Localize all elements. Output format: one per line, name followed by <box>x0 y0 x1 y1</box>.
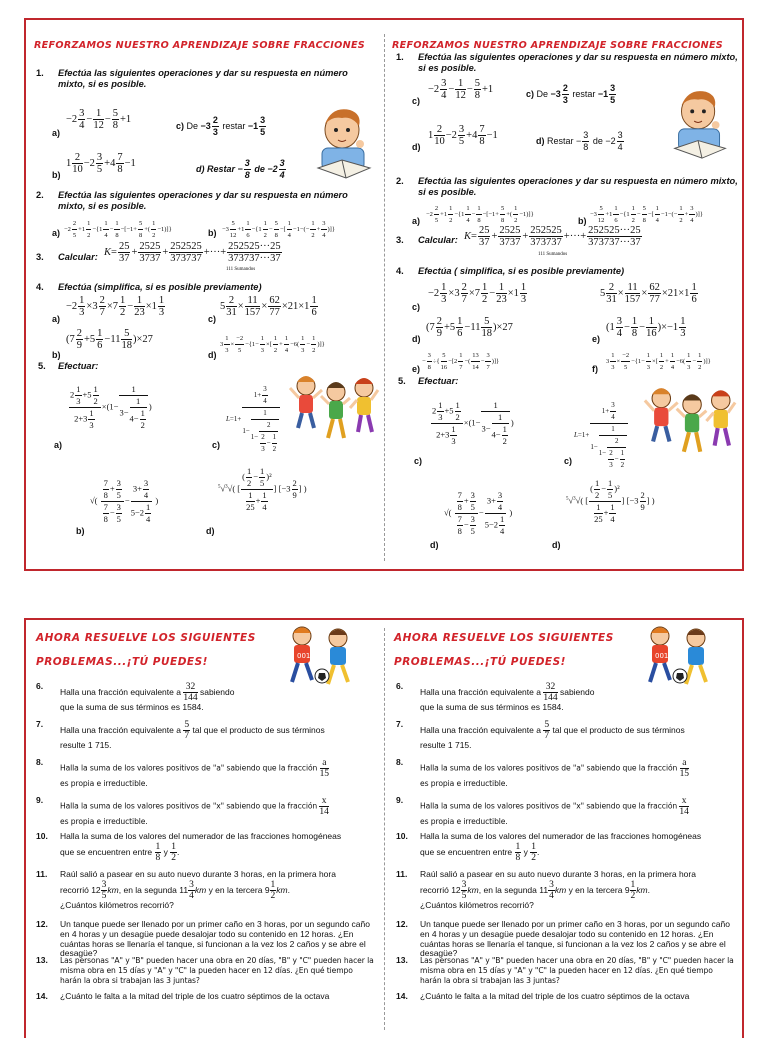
item-label: d) <box>208 350 217 360</box>
denominator: 2 <box>630 890 636 901</box>
problem-text <box>60 992 376 1002</box>
fraction <box>320 758 329 779</box>
problem-text <box>420 920 736 959</box>
fraction <box>679 796 688 817</box>
item-label: b) <box>52 350 61 360</box>
fraction <box>155 842 162 863</box>
problem-number: 7. <box>36 719 44 729</box>
problem-text <box>60 956 376 985</box>
denominator: 15 <box>319 769 329 779</box>
numerator: 3 <box>189 879 194 890</box>
math-expression: K= $\frac{25}{37}$ + $\frac{2525}{3737}$ + $\frac{252525}{373737}$ +···+ $\frac{252525\cdot\cdot\cdot 25}{373737\cdot\cdot\cdot 37}$ <box>464 225 641 248</box>
period: . <box>177 846 180 857</box>
numerator: 1 <box>531 841 537 852</box>
numerator: 3 <box>101 879 107 890</box>
left-column <box>26 620 384 1038</box>
problem-text <box>420 682 736 713</box>
whole: 9 <box>264 884 270 895</box>
denominator: 8 <box>515 852 521 863</box>
math-expression: (7 $\frac{2}{9}$ +5 $\frac{1}{6}$ −11 $\frac{5}{18}$ )×27 <box>66 328 153 351</box>
children-jumping-illustration <box>288 370 380 448</box>
section-subtitle: PROBLEMAS...¡TÚ PUEDES! <box>36 656 208 668</box>
section-subtitle: PROBLEMAS...¡TÚ PUEDES! <box>394 656 566 668</box>
kids-playing-soccer-illustration <box>278 624 368 688</box>
question-text: Efectuar: <box>418 376 459 386</box>
item-label: d) <box>412 142 421 152</box>
item-label: c) <box>412 96 421 106</box>
question-label: Calcular: <box>418 235 458 245</box>
right-column <box>386 20 744 569</box>
problem-number: 10. <box>396 831 408 841</box>
question-text: Efectúa las siguientes operaciones y dar su respuesta en número mixto, si es posible. <box>418 52 738 73</box>
item-label: b) <box>208 228 217 238</box>
math-expression: −2 $\frac{1}{3}$ ×3 $\frac{2}{7}$ ×7 $\frac{1}{2}$ − $\frac{1}{23}$ ×1 $\frac{1}{3}$ <box>66 295 165 318</box>
problem-line: es propia e irreductible. <box>60 779 148 788</box>
problem-body: Las personas "A" y "B" pueden hacer una obra en 20 días, "B" y "C" pueden hacer la misma obra en 15 días y "A" y "C" la pueden hacer en 12 días. ¿En qué tiempo harán la obra si trabajan las 3 juntas? <box>60 956 374 985</box>
problem-text <box>420 956 736 985</box>
problem-item <box>396 682 738 716</box>
boy-studying-illustration <box>668 84 734 164</box>
math-expression: − $\frac{3}{8}$ ÷{ $\frac{5}{16}$ −[2 $\frac{1}{7}$ −( $\frac{13}{14}$ − $\frac{3}{7}$ )]} <box>422 352 500 371</box>
column-divider <box>384 34 385 561</box>
denominator: 7 <box>544 731 550 741</box>
whole: 9 <box>624 884 630 895</box>
whole: 12 <box>91 884 101 895</box>
question-number: 4. <box>36 282 44 292</box>
problem-item <box>396 720 738 754</box>
problem-body: Halla una fracción equivalente a <box>60 686 181 697</box>
problem-line: es propia e irreductible. <box>420 779 508 788</box>
problem-text <box>60 720 376 751</box>
problem-item <box>396 956 738 990</box>
math-expression: −3 $\frac{5}{12}$ +1 $\frac{1}{6}$ −{1 $\frac{1}{2}$ − $\frac{5}{8}$ −[ $\frac{1}{4}$ −1−(− $\frac{1}{2}$ + $\frac{3}{4}$ )]} <box>222 220 335 239</box>
item-label: c) <box>564 456 573 466</box>
denominator: 2 <box>270 890 276 901</box>
problem-item <box>36 796 378 830</box>
math-expression: 1 $\frac{2}{10}$ −2 $\frac{3}{5}$ +4 $\frac{7}{8}$ −1 <box>66 152 136 175</box>
fraction <box>515 842 522 863</box>
problem-line: recorrió <box>420 884 449 895</box>
question-label: Calcular: <box>58 252 98 262</box>
problem-body: Halla la suma de los valores positivos de "x" sabiendo que la fracción <box>60 801 318 811</box>
question-number: 4. <box>396 266 404 276</box>
question-number: 5. <box>38 361 46 371</box>
problem-number: 8. <box>396 757 404 767</box>
problem-number: 11. <box>396 869 408 879</box>
problem-line: recorrió <box>60 884 89 895</box>
fraction <box>543 720 550 741</box>
item-label: a) <box>412 216 421 226</box>
item-label: e) <box>412 364 421 374</box>
math-expression: √( $\frac{7}{8}$ + $\frac{3}{5}$ $\frac{7}{8}$ − $\frac{3}{5}$ − 3+ $\frac{3}{4}$ 5−2 $\frac{1}{4}$ ) <box>444 490 513 536</box>
fraction <box>680 758 689 779</box>
problem-body: Halla una fracción equivalente a <box>420 686 541 697</box>
problem-text <box>60 920 376 959</box>
math-expression: √( $\frac{7}{8}$ + $\frac{3}{5}$ $\frac{7}{8}$ − $\frac{3}{5}$ − 3+ $\frac{3}{4}$ 5−2 $\frac{1}{4}$ ) <box>90 478 159 524</box>
denominator: 4 <box>189 890 194 901</box>
section-title: REFORZAMOS NUESTRO APRENDIZAJE SOBRE FRACCIONES <box>34 40 366 51</box>
denominator: 2 <box>531 852 537 863</box>
question-text: Efectuar: <box>58 361 99 371</box>
problem-number: 6. <box>36 681 44 691</box>
column-divider <box>384 628 385 1030</box>
denominator: 4 <box>549 890 554 901</box>
numerator: 32 <box>543 682 557 693</box>
question-number: 2. <box>36 190 44 200</box>
numerator: 32 <box>183 682 197 693</box>
problem-line: que se encuentren entre <box>60 846 153 857</box>
problem-line: resulte 1 715. <box>420 740 472 750</box>
problem-text <box>420 992 736 1002</box>
problem-number: 13. <box>36 955 48 965</box>
problem-body: Halla la suma de los valores positivos de "a" sabiendo que la fracción <box>420 763 678 773</box>
math-expression: (7 $\frac{2}{9}$ +5 $\frac{1}{6}$ −11 $\frac{5}{18}$ )×27 <box>426 316 513 339</box>
problem-number: 14. <box>396 991 408 1001</box>
question-number: 3. <box>36 252 44 262</box>
problem-text <box>60 682 376 713</box>
problem-number: 9. <box>396 795 404 805</box>
numerator: 1 <box>630 879 636 890</box>
math-expression: c) De −3 $\frac{2}{3}$ restar −1 $\frac{3}{5}$ <box>526 83 616 105</box>
problem-number: 13. <box>396 955 408 965</box>
math-expression: 3 $\frac{1}{3}$ × $\frac{-2}{5}$ −{1− $\frac{1}{3}$ ×[ $\frac{1}{2}$ + $\frac{1}{4}$ −6( $\frac{1}{3}$ − $\frac{1}{2}$ )]} <box>606 352 711 371</box>
math-expression: 5 $\frac{2}{31}$ × $\frac{11}{157}$ × $\frac{62}{77}$ ×21×1 $\frac{1}{6}$ <box>600 282 697 305</box>
problem-text <box>420 832 736 863</box>
problem-body: ¿Cuánto le falta a la mitad del triple de los cuatro séptimos de la octava <box>420 991 690 1001</box>
math-expression: 2 $\frac{1}{3}$ +5 $\frac{1}{2}$ 2+3 $\frac{1}{3}$ ×(1− 1 3− 1 4− $\frac{1}{2}$ ) <box>70 384 152 430</box>
problem-item <box>36 992 378 1026</box>
question-number: 1. <box>396 52 404 62</box>
numerator: 1 <box>155 841 161 852</box>
problem-line: , en la segunda <box>478 884 537 895</box>
denominator: 14 <box>319 807 329 817</box>
problem-body: Raúl salió a pasear en su auto nuevo durante 3 horas, en la primera hora <box>60 869 336 879</box>
math-expression: d) Restar − $\frac{3}{8}$ de −2 $\frac{3}{4}$ <box>196 158 285 180</box>
math-expression: $^5$√$^3$√( [ ( $\frac{1}{2}$ − $\frac{1}{5}$ )² $\frac{1}{25}$ + $\frac{1}{4}$ ] [−3 $\frac{2}{9}$ ] ) <box>566 478 655 524</box>
math-expression: −2 $\frac{1}{3}$ ×3 $\frac{2}{7}$ ×7 $\frac{1}{2}$ − $\frac{1}{23}$ ×1 $\frac{1}{3}$ <box>428 282 527 305</box>
problem-text <box>60 870 376 911</box>
period: . <box>647 884 651 895</box>
problem-item <box>36 682 378 716</box>
question-text: Efectúa (simplifica, si es posible previamente) <box>58 282 262 292</box>
numerator: 5 <box>184 720 190 730</box>
item-label: d) <box>552 540 561 550</box>
unit: km <box>467 884 479 895</box>
problem-number: 7. <box>396 719 404 729</box>
problem-number: 14. <box>36 991 48 1001</box>
item-label: a) <box>52 228 61 238</box>
item-label: c) <box>414 456 423 466</box>
item-label: c) <box>212 440 221 450</box>
problem-line: es propia e irreductible. <box>420 817 508 826</box>
math-expression: −2 $\frac{2}{5}$ +1 $\frac{1}{2}$ −{1 $\frac{1}{4}$ − $\frac{1}{8}$ −[−1+ $\frac{5}{8}$ +( $\frac{1}{2}$ −1)]} <box>426 205 534 224</box>
fraction <box>188 880 195 901</box>
item-label: d) <box>206 526 215 536</box>
children-jumping-illustration <box>642 382 738 462</box>
problem-number: 11. <box>36 869 48 879</box>
problem-line: es propia e irreductible. <box>60 817 148 826</box>
problem-line: ¿Cuántos kilómetros recorrió? <box>420 899 534 910</box>
question-number: 1. <box>36 68 44 78</box>
problem-body: Halla una fracción equivalente a <box>60 724 181 735</box>
problem-item <box>36 758 378 792</box>
problem-line: , en la segunda <box>118 884 177 895</box>
denominator: 2 <box>171 852 177 863</box>
unit: km <box>107 884 119 895</box>
numerator: a <box>680 758 689 769</box>
boy-studying-illustration <box>312 102 378 184</box>
unit: km <box>194 884 207 895</box>
section-title: REFORZAMOS NUESTRO APRENDIZAJE SOBRE FRACCIONES <box>392 40 724 51</box>
problem-number: 6. <box>396 681 404 691</box>
svg-text:001: 001 <box>655 652 669 660</box>
math-expression: $^5$√$^3$√( [ ( $\frac{1}{2}$ − $\frac{1}{5}$ )² $\frac{1}{25}$ + $\frac{1}{4}$ ] [−3 $\frac{2}{9}$ ] ) <box>218 466 307 512</box>
problem-text <box>420 758 736 789</box>
math-expression: −2 $\frac{2}{5}$ +1 $\frac{1}{2}$ −{1 $\frac{1}{4}$ − $\frac{1}{8}$ −[−1+ $\frac{5}{8}$ +( $\frac{1}{2}$ −1)]} <box>64 220 172 239</box>
problem-item <box>36 869 378 910</box>
item-label: d) <box>430 540 439 550</box>
math-expression: K= $\frac{25}{37}$ + $\frac{2525}{3737}$ + $\frac{252525}{373737}$ +···+ $\frac{252525\cdot\cdot\cdot 25}{373737\cdot\cdot\cdot 37}$ <box>104 241 281 264</box>
item-label: a) <box>52 128 61 138</box>
problem-item <box>396 796 738 830</box>
right-column <box>386 620 744 1038</box>
numerator: 1 <box>515 841 521 852</box>
problem-body: ¿Cuánto le falta a la mitad del triple de los cuatro séptimos de la octava <box>60 991 330 1001</box>
math-expression: 1 $\frac{2}{10}$ −2 $\frac{3}{5}$ +4 $\frac{7}{8}$ −1 <box>428 124 498 147</box>
period: . <box>287 884 291 895</box>
whole: 12 <box>451 884 461 895</box>
problem-item <box>396 869 738 910</box>
question-text: Efectúa las siguientes operaciones y dar su respuesta en número mixto, si es posible. <box>58 68 348 89</box>
kids-playing-soccer-illustration <box>636 624 726 688</box>
period: . <box>537 846 540 857</box>
left-column <box>26 20 384 569</box>
math-expression: (1 $\frac{3}{4}$ − $\frac{1}{8}$ − $\frac{1}{16}$ )×−1 $\frac{1}{3}$ <box>606 316 686 339</box>
item-label: b) <box>76 526 85 536</box>
section-title: AHORA RESUELVE LOS SIGUIENTES <box>394 632 614 644</box>
problem-item <box>396 832 738 866</box>
question-number: 3. <box>396 235 404 245</box>
denominator: 5 <box>101 890 107 901</box>
problem-line: y en la tercera <box>208 884 263 895</box>
conjunction: y <box>523 846 528 857</box>
numerator: x <box>319 796 328 807</box>
denominator: 7 <box>184 731 190 741</box>
question-text: Efectúa las siguientes operaciones y dar su respuesta en número mixto, si es posible. <box>58 190 348 211</box>
problem-text <box>60 758 376 789</box>
problem-body: Halla una fracción equivalente a <box>420 724 541 735</box>
whole: 11 <box>179 884 189 895</box>
problem-line: que la suma de sus términos es 1584. <box>420 702 564 712</box>
math-expression: −2 $\frac{3}{4}$ − $\frac{1}{12}$ − $\frac{5}{8}$ +1 <box>428 78 494 101</box>
problem-number: 9. <box>36 795 44 805</box>
problem-line: y en la tercera <box>568 884 623 895</box>
numerator: 5 <box>544 720 550 730</box>
item-label: a) <box>54 440 63 450</box>
problem-body: Halla la suma de los valores positivos de "a" sabiendo que la fracción <box>60 763 318 773</box>
problem-text <box>420 796 736 827</box>
problem-body: Halla la suma de los valores positivos de "x" sabiendo que la fracción <box>420 801 678 811</box>
problem-number: 8. <box>36 757 44 767</box>
problem-text <box>420 720 736 751</box>
problem-item <box>396 992 738 1026</box>
problem-line: que la suma de sus términos es 1584. <box>60 702 204 712</box>
problem-body: Un tanque puede ser llenado por un primer caño en 3 horas, por un segundo caño en 4 horas y un desagüe puede desalojar todo su contenido en 12 horas. ¿En cuántas horas se llenaría el tanque, si funcionan a la vez los 2 caños y se abre el desagüe? <box>60 919 370 959</box>
problem-item <box>396 758 738 792</box>
item-label: b) <box>578 216 587 226</box>
numerator: 3 <box>549 879 554 890</box>
math-expression: −2 $\frac{3}{4}$ − $\frac{1}{12}$ − $\frac{5}{8}$ +1 <box>66 108 132 131</box>
numerator: 1 <box>171 841 177 852</box>
denominator: 144 <box>543 693 558 703</box>
fraction <box>183 682 197 703</box>
math-expression: 5 $\frac{2}{31}$ × $\frac{11}{157}$ × $\frac{62}{77}$ ×21×1 $\frac{1}{6}$ <box>220 295 317 318</box>
question-text: Efectúa las siguientes operaciones y dar su respuesta en número mixto, si es posible. <box>418 176 738 197</box>
math-expression: −3 $\frac{5}{12}$ +1 $\frac{1}{6}$ −{1 $\frac{1}{2}$ − $\frac{5}{8}$ −[ $\frac{1}{4}$ −1−(− $\frac{1}{2}$ + $\frac{3}{4}$ )]} <box>590 205 703 224</box>
problem-number: 12. <box>396 919 408 929</box>
question-number: 2. <box>396 176 404 186</box>
problem-body: sabiendo <box>559 686 595 697</box>
problem-text <box>60 796 376 827</box>
item-label: e) <box>592 334 601 344</box>
item-label: c) <box>412 302 421 312</box>
fractions-review-card <box>24 18 744 571</box>
unit: km <box>636 884 648 895</box>
numerator: x <box>679 796 688 807</box>
problem-body: Halla la suma de los valores del numerador de las fracciones homogéneas <box>420 831 702 841</box>
problem-line: ¿Cuántos kilómetros recorrió? <box>60 899 174 910</box>
denominator: 144 <box>183 693 198 703</box>
numerator: 3 <box>461 879 467 890</box>
problem-body: Un tanque puede ser llenado por un primer caño en 3 horas, por un segundo caño en 4 horas y un desagüe puede desalojar todo su contenido en 12 horas. ¿En cuántas horas se llenaría el tanque, si funcionan a la vez los 2 caños y se abre el desagüe? <box>420 919 730 959</box>
math-expression: 3 $\frac{1}{3}$ × $\frac{-2}{5}$ −{1− $\frac{1}{3}$ ×[ $\frac{1}{2}$ + $\frac{1}{4}$ −6( $\frac{1}{3}$ − $\frac{1}{2}$ )]} <box>220 335 325 354</box>
unit: km <box>276 884 288 895</box>
problem-line: resulte 1 715. <box>60 740 112 750</box>
denominator: 14 <box>679 807 689 817</box>
problem-line: que se encuentren entre <box>420 846 513 857</box>
fraction <box>543 682 557 703</box>
math-expression: c) De −3 $\frac{2}{3}$ restar −1 $\frac{3}{5}$ <box>176 115 266 137</box>
problem-body: Las personas "A" y "B" pueden hacer una obra en 20 días, "B" y "C" pueden hacer la misma obra en 15 días y "A" y "C" la pueden hacer en 12 días. ¿En qué tiempo harán la obra si trabajan las 3 juntas? <box>420 956 734 985</box>
problem-text <box>420 870 736 911</box>
problem-body: Raúl salió a pasear en su auto nuevo durante 3 horas, en la primera hora <box>420 869 696 879</box>
question-text: Efectúa ( simplifica, si es posible previamente) <box>418 266 625 276</box>
math-expression: d) Restar − $\frac{3}{8}$ de −2 $\frac{3}{4}$ <box>536 130 623 152</box>
svg-text:001: 001 <box>297 652 311 660</box>
fraction <box>548 880 555 901</box>
problem-body: Halla la suma de los valores del numerador de las fracciones homogéneas <box>60 831 342 841</box>
problem-text <box>60 832 376 863</box>
problem-item <box>36 720 378 754</box>
problem-body: tal que el producto de sus términos <box>192 724 325 735</box>
fraction <box>183 720 190 741</box>
problem-number: 12. <box>36 919 48 929</box>
problem-number: 10. <box>36 831 48 841</box>
item-label: d) <box>412 334 421 344</box>
denominator: 15 <box>679 769 689 779</box>
math-expression: L=1+ 1+ $\frac{3}{4}$ 1− 1 1− 2 $\frac{2}{3}$ − $\frac{1}{2}$ <box>574 400 629 471</box>
item-label: b) <box>52 170 61 180</box>
numerator: 1 <box>270 879 276 890</box>
note-text: 111 Sumandos <box>226 267 256 272</box>
item-label: f) <box>592 364 598 374</box>
note-text: 111 Sumandos <box>538 252 568 257</box>
section-title: AHORA RESUELVE LOS SIGUIENTES <box>36 632 256 644</box>
denominator: 8 <box>155 852 161 863</box>
item-label: a) <box>52 314 61 324</box>
problem-item <box>36 832 378 866</box>
problem-item <box>36 956 378 990</box>
whole: 11 <box>539 884 549 895</box>
math-expression: 2 $\frac{1}{3}$ +5 $\frac{1}{2}$ 2+3 $\frac{1}{3}$ ×(1− 1 3− 1 4− $\frac{1}{2}$ ) <box>432 400 514 446</box>
fraction <box>319 796 328 817</box>
conjunction: y <box>163 846 168 857</box>
question-number: 5. <box>398 376 406 386</box>
problem-body: tal que el producto de sus términos <box>552 724 685 735</box>
problem-item <box>396 920 738 958</box>
math-expression: L=1+ 1+ $\frac{3}{4}$ 1− 1 1− 2 $\frac{2}{3}$ − $\frac{1}{2}$ <box>226 384 281 455</box>
unit: km <box>554 884 567 895</box>
denominator: 5 <box>461 890 467 901</box>
numerator: a <box>320 758 329 769</box>
item-label: c) <box>208 314 217 324</box>
problems-card <box>24 618 744 1038</box>
problem-body: sabiendo <box>199 686 235 697</box>
problem-item <box>36 920 378 958</box>
